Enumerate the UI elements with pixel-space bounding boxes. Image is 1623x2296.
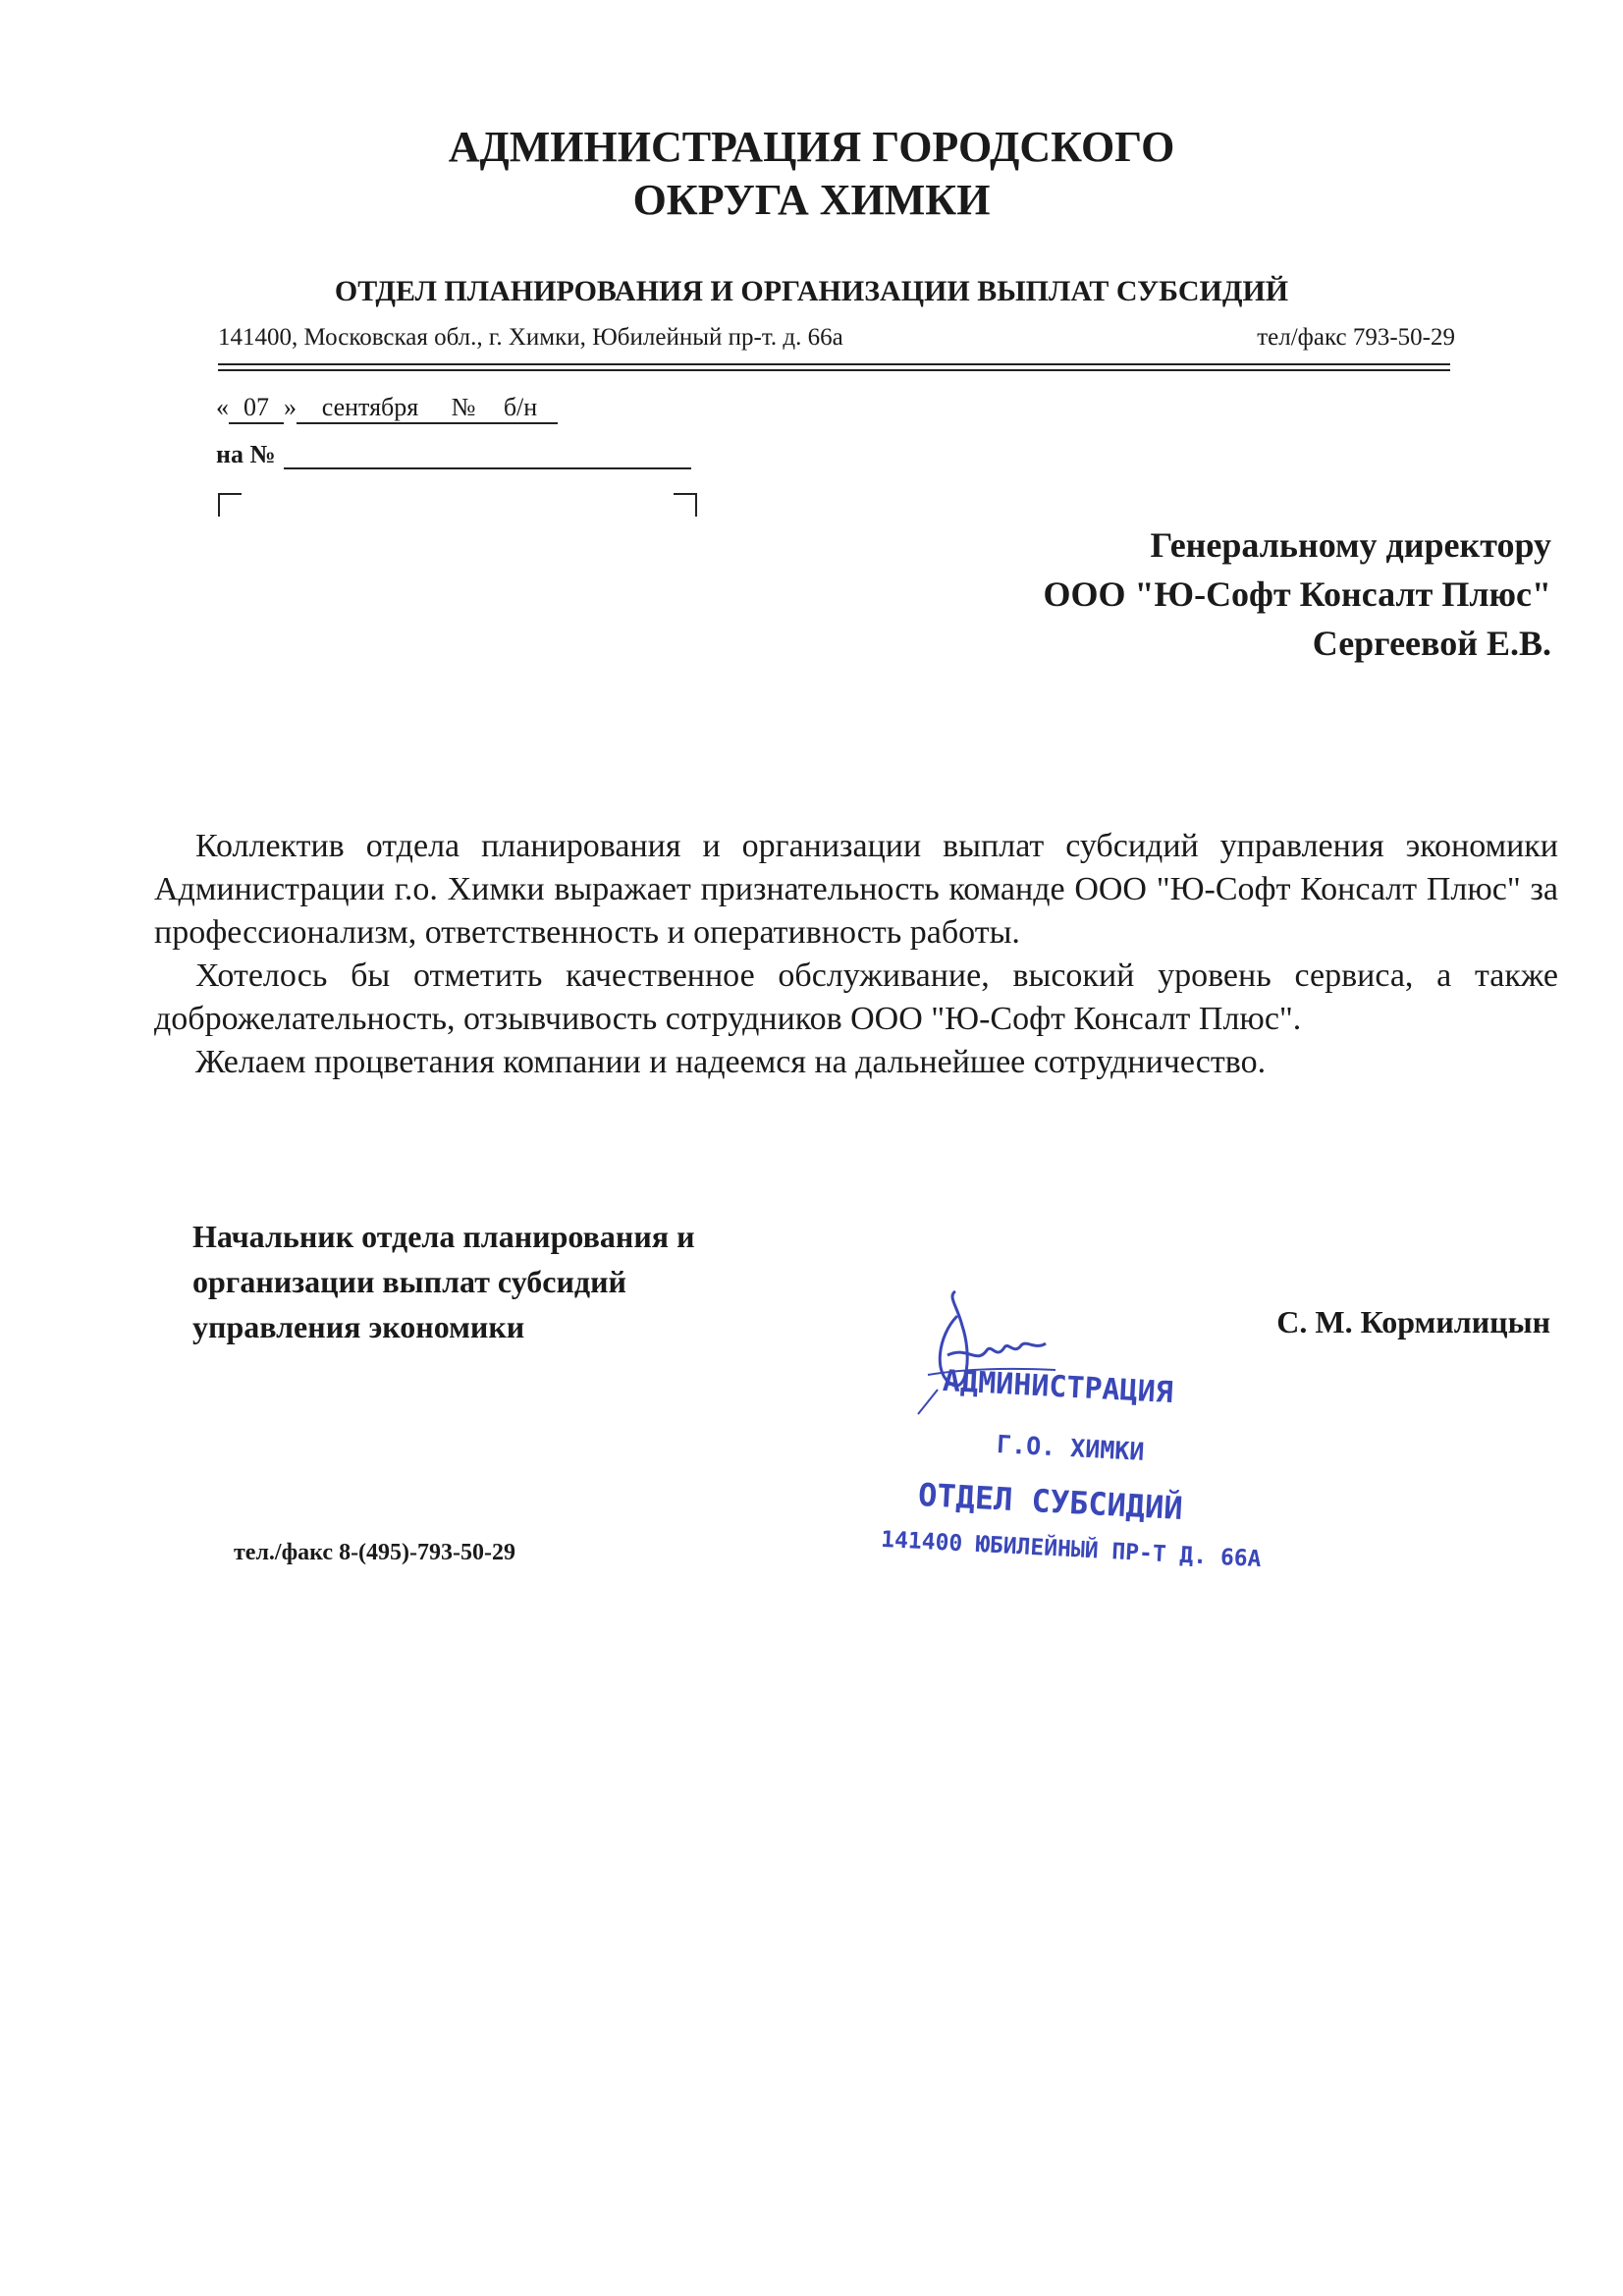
organization-name-line2: ОКРУГА ХИМКИ <box>632 176 991 224</box>
address-corner-right <box>674 493 697 517</box>
department-address: 141400, Московская обл., г. Химки, Юбилейный пр-т. д. 66а <box>218 324 843 351</box>
body-paragraph-3: Желаем процветания компании и надеемся на дальнейшее сотрудничество. <box>195 1044 1267 1080</box>
header-divider-top <box>218 363 1450 365</box>
registration-day: 07 <box>229 393 284 424</box>
reference-label: на № <box>216 440 276 468</box>
department-phone-fax: тел/факс 793-50-29 <box>1257 324 1455 351</box>
number-sign: № <box>444 393 483 424</box>
signer-name: С. М. Кормилицын <box>1276 1304 1550 1339</box>
header-divider-bottom <box>218 369 1450 371</box>
department-name: ОТДЕЛ ПЛАНИРОВАНИЯ И ОРГАНИЗАЦИИ ВЫПЛАТ СУБСИДИЙ <box>334 275 1289 307</box>
footer-phone: тел./факс 8-(495)-793-50-29 <box>234 1540 516 1565</box>
registration-number: б/н <box>483 393 558 424</box>
recipient-name: Сергеевой Е.В. <box>1312 624 1551 663</box>
reference-number-blank <box>284 440 691 469</box>
registration-date-line <box>216 393 558 424</box>
stamp-line-1: АДМИНИСТРАЦИЯ <box>942 1363 1174 1411</box>
signer-title <box>192 1214 695 1349</box>
signer-title-line1: Начальник отдела планирования и <box>192 1219 695 1254</box>
reference-number-line <box>216 440 691 469</box>
signer-title-line3: управления экономики <box>192 1309 525 1344</box>
signer-title-line2: организации выплат субсидий <box>192 1264 626 1299</box>
address-corner-left <box>218 493 242 517</box>
quote-open: « <box>216 393 229 421</box>
registration-month: сентября <box>297 393 444 424</box>
quote-close: » <box>284 393 297 421</box>
letter-body <box>154 825 1558 1084</box>
recipient-block <box>1044 520 1551 668</box>
recipient-position: Генеральному директору <box>1150 525 1551 565</box>
recipient-company: ООО "Ю-Софт Консалт Плюс" <box>1043 574 1551 614</box>
stamp-line-3: ОТДЕЛ СУБСИДИЙ <box>917 1475 1184 1528</box>
body-paragraph-2: Хотелось бы отметить качественное обслуживание, высокий уровень сервиса, а также доброжелательность, отзывчивость сотрудников ООО "Ю-Софт Консалт Плюс". <box>154 957 1558 1037</box>
organization-name-line1: АДМИНИСТРАЦИЯ ГОРОДСКОГО <box>448 123 1175 171</box>
stamp-line-2: Г.О. ХИМКИ <box>996 1430 1146 1466</box>
body-paragraph-1: Коллектив отдела планирования и организации выплат субсидий управления экономики Администрации г.о. Химки выражает признательность команде ООО "Ю-Софт Консалт Плюс" за профессионализм, ответственность и оперативность работы. <box>154 828 1558 951</box>
stamp-line-4: 141400 ЮБИЛЕЙНЫЙ ПР-Т Д. 66А <box>880 1526 1263 1573</box>
